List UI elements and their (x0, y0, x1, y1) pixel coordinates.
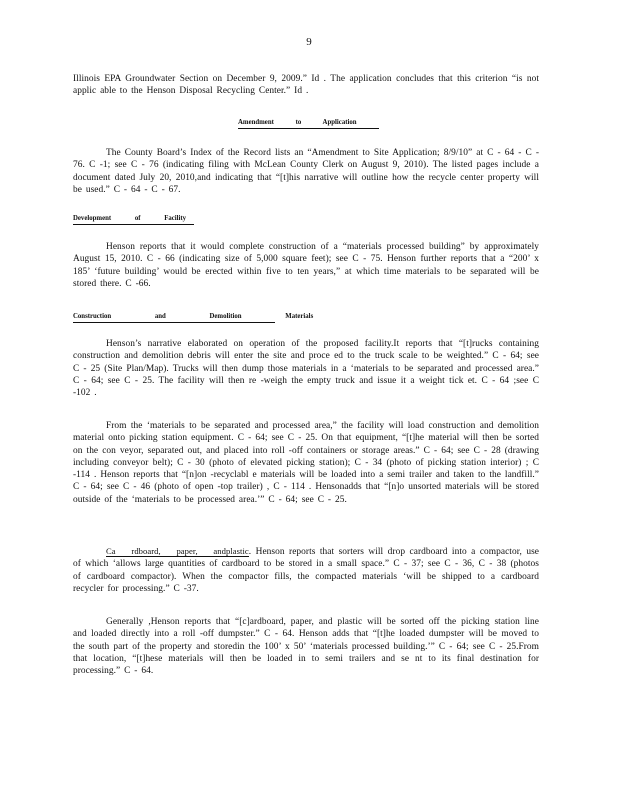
heading-amendment: Amendment to Application (238, 118, 379, 129)
paragraph-construction-2: From the ‘materials to be separated and processed area,” the facility will load construction and demolition material onto picking station equipment. C - 64; see C - 25. On that equipment, “[t]he material will then be sorted on the con veyor, separated out, and placed into roll -off containers or storage areas.” C - 64; see C - 28 (drawing including conveyor belt); C - 30 (photo of elevated picking station); C - 34 (photo of picking station interior) ; C -114 . Henson reports that “[n]on -recyclabl e materials will be loaded into a semi trailer and taken to the landfill.” C - 64; see C - 46 (photo of open -top trailer) , C - 114 . Hensonadds that “[n]o unsorted materials will be stored outside of the ‘materials to be processed area.’” C - 64; see C - 25. (73, 421, 539, 505)
paragraph-development: Henson reports that it would complete construction of a “materials processed building” by approximately August 15, 2010. C - 66 (indicating size of 5,000 square feet); see C - 75. Henson further reports that a “200’ x 185’ ‘future building’ would be erected within five to ten years,” at which time materials to be separated will be stored there. C -66. (73, 242, 539, 289)
page-number: 9 (306, 36, 312, 48)
heading-development: Development of Facility (73, 214, 194, 225)
heading-construction-demolition: Construction and Demolition Materials (73, 312, 275, 323)
paragraph-cardboard-text: . Henson reports that sorters will drop cardboard into a compactor, use of which ‘allows large quantities of cardboard to be stored in a small space.” C - 37; see C - 36, C - 38 (photos of cardboard compactor). When the compactor fills, the compacted materials ‘will be shipped to a cardboard recycler for processing.” C -37. (73, 547, 539, 594)
heading-cardboard-paper-plastic: Ca rdboard, paper, andplastic (106, 546, 249, 556)
paragraph-construction-1: Henson’s narrative elaborated on operation of the proposed facility.It reports that “[t]rucks containing construction and demolition debris will enter the site and proce ed to the truck scale to be weighted.” C - 64; see C - 25 (Site Plan/Map). Trucks will then dump those materials in a ‘materials to be separated and processed area.” C - 64; see C - 25. The facility will then re -weigh the empty truck and issue it a weight tick et. C - 64 ;see C -102 . (73, 339, 539, 399)
paragraph-amendment: The County Board’s Index of the Record lists an “Amendment to Site Application; 8/9/10” at C - 64 - C - 76. C -1; see C - 76 (indicating filing with McLean County Clerk on August 9, 2010). The listed pages include a document dated July 20, 2010,and indicating that “[t]his narrative will outline how the recycle center property will be used.” C - 64 - C - 67. (73, 148, 539, 195)
paragraph-intro-continuation: Illinois EPA Groundwater Section on December 9, 2009.” Id . The application concludes that this criterion “is not applic able to the Henson Disposal Recycling Center.” Id . (73, 74, 539, 97)
paragraph-generally: Generally ,Henson reports that “[c]ardboard, paper, and plastic will be sorted off the picking station line and loaded directly into a roll -off dumpster.” C - 64. Henson adds that “[t]he loaded dumpster will be moved to the south part of the property and storedin the 100’ x 50’ ‘materials processed building.’” C - 64; see C - 25.From that location, “[t]hese materials will then be loaded in to semi trailers and se nt to its final destination for processing.” C - 64. (73, 617, 539, 677)
paragraph-cardboard (73, 545, 539, 595)
